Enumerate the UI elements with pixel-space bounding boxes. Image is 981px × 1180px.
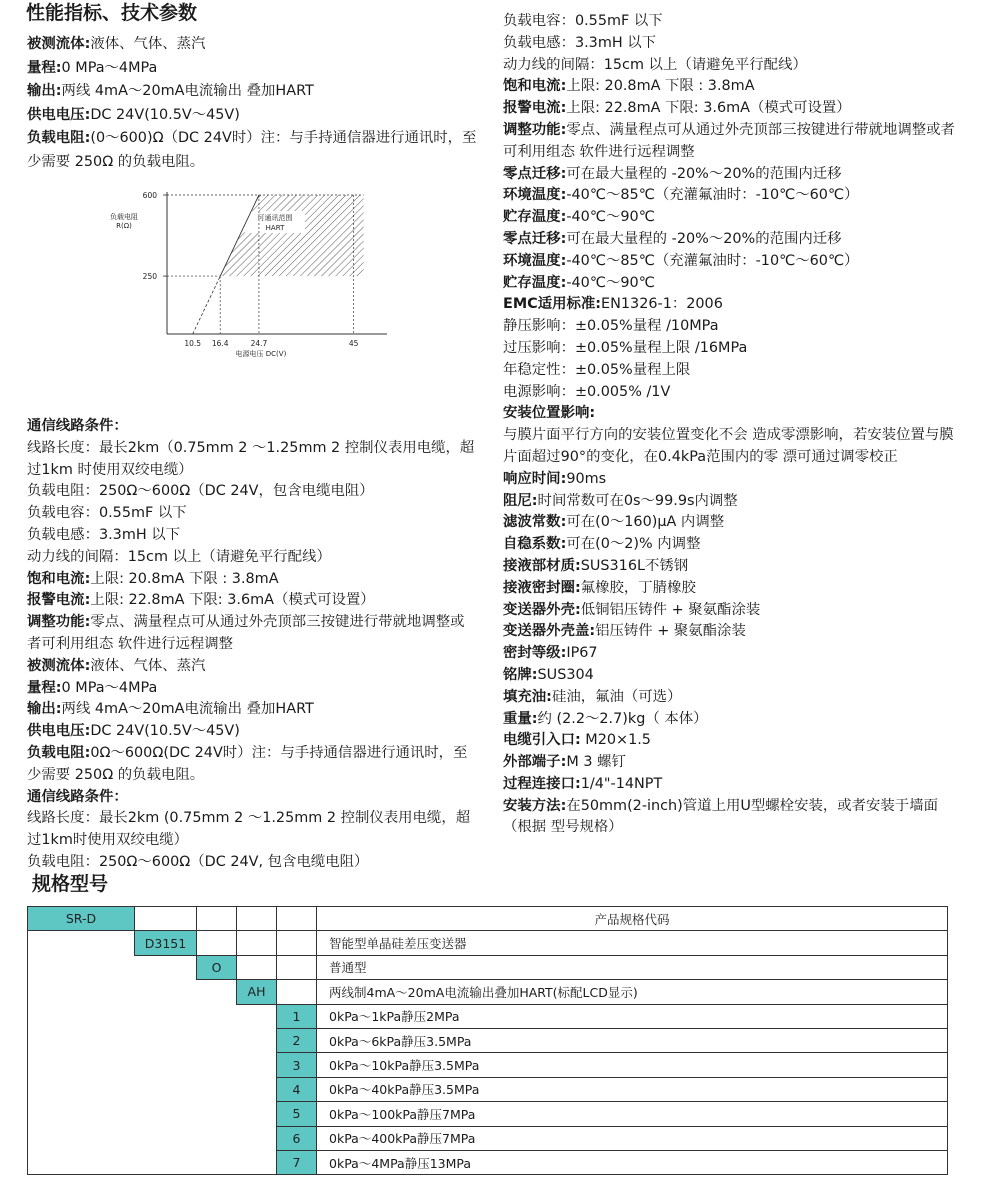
spec-value: -40℃～85℃（充灌氟油时：-10℃～60℃） xyxy=(566,252,859,269)
spec-value: DC 24V(10.5V～45V) xyxy=(90,723,240,740)
code-cell: 5 xyxy=(277,1102,317,1126)
spec-key: 铭牌: xyxy=(503,666,538,683)
spec-value: 在50mm(2-inch)管道上用U型螺栓安装，或者安装于墙面（根据 型号规格） xyxy=(503,797,938,836)
empty-cell xyxy=(237,1126,277,1150)
spec-line xyxy=(503,360,961,382)
empty-cell xyxy=(135,1102,197,1126)
empty-cell xyxy=(237,931,277,955)
empty-cell xyxy=(197,907,237,931)
desc-cell: 智能型单晶硅差压变送器 xyxy=(317,931,948,955)
spec-line xyxy=(503,164,961,186)
empty-cell xyxy=(197,931,237,955)
table-row xyxy=(28,980,948,1004)
empty-cell xyxy=(197,1150,237,1174)
spec-key: 滤波常数: xyxy=(503,514,567,531)
empty-cell xyxy=(28,955,135,979)
spec-value: 低铜铝压铸件 + 聚氨酯涂装 xyxy=(580,601,761,618)
spec-line xyxy=(27,104,477,128)
load-resistance-chart xyxy=(27,174,477,416)
spec-line xyxy=(503,600,961,622)
spec-list-bottom xyxy=(27,416,477,874)
spec-line xyxy=(27,57,477,81)
x-tick-label: 24.7 xyxy=(250,339,268,348)
spec-key: 安装位置影响: xyxy=(503,405,596,422)
desc-cell: 普通型 xyxy=(317,955,948,979)
desc-cell: 0kPa～40kPa静压3.5MPa xyxy=(317,1077,948,1101)
annotation-text: HART xyxy=(265,224,285,232)
spec-key: 供电电压: xyxy=(27,723,91,740)
spec-line xyxy=(27,656,477,678)
spec-line xyxy=(503,556,961,578)
spec-line xyxy=(503,338,961,360)
spec-line xyxy=(503,229,961,251)
spec-value: 上限: 22.8mA 下限: 3.6mA（模式可设置） xyxy=(566,100,851,117)
spec-line xyxy=(503,774,961,796)
spec-key: 调整功能: xyxy=(503,121,567,138)
desc-cell: 0kPa～6kPa静压3.5MPa xyxy=(317,1028,948,1052)
spec-value: 硅油，氟油（可选） xyxy=(551,688,682,705)
spec-key: 输出: xyxy=(27,701,62,718)
empty-cell xyxy=(28,1126,135,1150)
spec-line xyxy=(503,120,961,164)
spec-line xyxy=(503,98,961,120)
spec-value: 负载电感：3.3mH 以下 xyxy=(503,34,657,51)
spec-line xyxy=(27,743,477,787)
spec-value: 时间常数可在0s～99.9s内调整 xyxy=(537,492,738,509)
spec-line xyxy=(503,709,961,731)
spec-line xyxy=(503,382,961,404)
code-cell: 2 xyxy=(277,1028,317,1052)
table-row xyxy=(28,1150,948,1174)
empty-cell xyxy=(277,955,317,979)
empty-cell xyxy=(237,907,277,931)
spec-line xyxy=(503,491,961,513)
spec-key: 通信线路条件： xyxy=(27,418,128,434)
empty-cell xyxy=(197,1028,237,1052)
spec-value: 负载电容：0.55mF 以下 xyxy=(503,13,663,29)
spec-key: 接液密封圈: xyxy=(503,579,581,596)
empty-cell xyxy=(237,1004,277,1028)
spec-key: 贮存温度: xyxy=(503,209,567,226)
spec-key: 过程连接口: xyxy=(503,775,581,792)
spec-line xyxy=(27,678,477,700)
empty-cell xyxy=(28,1004,135,1028)
table-row xyxy=(28,1004,948,1028)
y-tick-label: 250 xyxy=(142,272,157,282)
empty-cell xyxy=(197,1004,237,1028)
spec-line xyxy=(27,80,477,104)
spec-key: 量程: xyxy=(27,679,62,696)
y-axis-label: 负载电阻 xyxy=(110,213,138,221)
code-cell: SR-D xyxy=(28,907,135,931)
spec-key: 贮存温度: xyxy=(503,274,567,291)
spec-value: 约 (2.2～2.7)kg（ 本体） xyxy=(537,710,708,727)
spec-line xyxy=(503,621,961,643)
table-row xyxy=(28,1053,948,1077)
spec-line xyxy=(27,808,477,852)
empty-cell xyxy=(28,1102,135,1126)
spec-value: 负载电感：3.3mH 以下 xyxy=(27,526,181,543)
spec-value: IP67 xyxy=(566,645,598,662)
spec-value: 年稳定性：±0.05%量程上限 xyxy=(503,361,691,378)
spec-value: DC 24V(10.5V～45V) xyxy=(90,106,240,123)
hart-region xyxy=(220,195,363,276)
spec-value: 电源影响：±0.005% /1V xyxy=(503,383,671,400)
spec-key: 变送器外壳盖: xyxy=(503,623,596,640)
spec-value: 可在(0～2)% 内调整 xyxy=(566,536,701,553)
header-cell: 产品规格代码 xyxy=(317,907,948,931)
spec-key: 安装方法: xyxy=(503,797,567,814)
spec-line xyxy=(503,294,961,316)
spec-value: 两线 4mA～20mA电流输出 叠加HART xyxy=(61,83,314,99)
spec-value: 液体、气体、蒸汽 xyxy=(90,36,206,52)
spec-key: 被测流体: xyxy=(27,36,91,52)
spec-value: -40℃～90℃ xyxy=(566,209,655,226)
desc-cell: 两线制4mA～20mA电流输出叠加HART(标配LCD显示) xyxy=(317,980,948,1004)
spec-value: 液体、气体、蒸汽 xyxy=(90,657,206,674)
code-cell: AH xyxy=(237,980,277,1004)
spec-key: 负载电阻: xyxy=(27,130,91,146)
empty-cell xyxy=(135,1150,197,1174)
spec-key: 接液部材质: xyxy=(503,557,581,574)
spec-key: 填充油: xyxy=(503,688,552,705)
spec-key: 饱和电流: xyxy=(27,570,91,587)
spec-line xyxy=(503,425,961,469)
spec-line xyxy=(503,512,961,534)
x-tick-label: 16.4 xyxy=(211,339,229,348)
empty-cell xyxy=(277,907,317,931)
table-row xyxy=(28,1028,948,1052)
y-axis-label: R(Ω) xyxy=(116,222,132,230)
spec-line xyxy=(503,578,961,600)
desc-cell: 0kPa～4MPa静压13MPa xyxy=(317,1150,948,1174)
empty-cell xyxy=(197,980,237,1004)
right-column xyxy=(503,11,961,839)
spec-key: 阻尼: xyxy=(503,492,538,509)
spec-line xyxy=(27,503,477,525)
code-cell: 1 xyxy=(277,1004,317,1028)
spec-key: 负载电阻: xyxy=(27,744,91,761)
empty-cell xyxy=(237,1077,277,1101)
spec-value: 线路长度：最长2km（0.75mm 2 ～1.25mm 2 控制仪表用电缆，超过1km 时使用双绞电缆） xyxy=(27,439,475,478)
empty-cell xyxy=(135,1053,197,1077)
spec-line xyxy=(27,525,477,547)
spec-line xyxy=(503,316,961,338)
empty-cell xyxy=(135,907,197,931)
empty-cell xyxy=(135,955,197,979)
spec-value: SUS304 xyxy=(537,666,594,683)
spec-line xyxy=(503,207,961,229)
table-row xyxy=(28,1077,948,1101)
spec-value: 0 MPa～4MPa xyxy=(61,679,158,696)
spec-value: M 3 螺钉 xyxy=(566,754,626,771)
spec-line xyxy=(503,251,961,273)
spec-line xyxy=(503,403,961,425)
spec-value: 1/4"-14NPT xyxy=(580,775,663,792)
spec-line xyxy=(503,796,961,840)
empty-cell xyxy=(277,980,317,1004)
chart-svg xyxy=(97,182,387,412)
spec-line xyxy=(503,665,961,687)
spec-value: 铝压铸件 + 聚氨酯涂装 xyxy=(595,623,746,640)
empty-cell xyxy=(28,1077,135,1101)
spec-line xyxy=(27,721,477,743)
spec-key: 环境温度: xyxy=(503,252,567,269)
spec-key: 密封等级: xyxy=(503,645,567,662)
spec-value: 90ms xyxy=(566,470,607,487)
page-title: 性能指标、技术参数 xyxy=(26,2,198,24)
spec-key: 饱和电流: xyxy=(503,78,567,95)
x-tick-label: 10.5 xyxy=(184,339,202,348)
load-line-dashed xyxy=(193,276,221,334)
spec-value: SUS316L不锈钢 xyxy=(580,557,689,574)
empty-cell xyxy=(237,1102,277,1126)
spec-line xyxy=(503,534,961,556)
spec-key: 自稳系数: xyxy=(503,536,567,553)
empty-cell xyxy=(277,931,317,955)
spec-line xyxy=(27,612,477,656)
spec-line xyxy=(503,752,961,774)
spec-line xyxy=(27,699,477,721)
spec-value: 零点、满量程点可从通过外壳顶部三按键进行带就地调整或者可利用组态 软件进行远程调整 xyxy=(503,121,955,160)
code-cell: O xyxy=(197,955,237,979)
spec-line xyxy=(503,730,961,752)
code-cell: 3 xyxy=(277,1053,317,1077)
x-tick-label: 45 xyxy=(348,339,359,348)
spec-line xyxy=(27,481,477,503)
spec-value: 上限: 20.8mA 下限 : 3.8mA xyxy=(566,78,755,95)
spec-line xyxy=(503,469,961,491)
spec-value: 动力线的间隔：15cm 以上（请避免平行配线） xyxy=(27,548,331,565)
spec-line xyxy=(27,416,477,438)
code-cell: 6 xyxy=(277,1126,317,1150)
empty-cell xyxy=(135,1004,197,1028)
spec-line xyxy=(27,569,477,591)
code-cell: 4 xyxy=(277,1077,317,1101)
spec-line xyxy=(503,55,961,77)
spec-value: M20×1.5 xyxy=(580,732,651,749)
table-row xyxy=(28,1126,948,1150)
empty-cell xyxy=(197,1102,237,1126)
spec-key: 通信线路条件： xyxy=(27,788,128,805)
spec-key: 报警电流: xyxy=(503,100,567,117)
spec-value: 线路长度：最长2km (0.75mm 2 ～1.25mm 2 控制仪表用电缆，超过1km时使用双绞电缆） xyxy=(27,810,471,849)
empty-cell xyxy=(197,1126,237,1150)
spec-value: 负载电阻：250Ω～600Ω（DC 24V，包含电缆电阻） xyxy=(27,483,374,500)
desc-cell: 0kPa～400kPa静压7MPa xyxy=(317,1126,948,1150)
spec-value: 负载电容：0.55mF 以下 xyxy=(27,505,187,522)
spec-line xyxy=(503,11,961,33)
code-cell: 7 xyxy=(277,1150,317,1174)
spec-key: 重量: xyxy=(503,710,538,727)
spec-value: 可在最大量程的 -20%～20%的范围内迁移 xyxy=(566,230,842,247)
empty-cell xyxy=(28,1028,135,1052)
spec-key: 供电电压: xyxy=(27,106,91,123)
spec-key: 零点迁移: xyxy=(503,230,567,247)
spec-key: 变送器外壳: xyxy=(503,601,581,618)
spec-key: 被测流体: xyxy=(27,657,91,674)
desc-cell: 0kPa～100kPa静压7MPa xyxy=(317,1102,948,1126)
spec-value: 与膜片面平行方向的安装位置变化不会 造成零漂影响，若安装位置与膜片面超过90°的变化，在0.4kPa范围内的零 漂可通过调零校正 xyxy=(503,427,954,465)
x-axis-label: 电源电压 DC(V) xyxy=(235,350,287,358)
spec-key: 环境温度: xyxy=(503,187,567,204)
spec-key: 输出: xyxy=(27,83,62,99)
spec-value: (0～600)Ω（DC 24V时）注：与手持通信器进行通讯时，至少需要 250Ω 的负载电阻。 xyxy=(27,130,477,170)
empty-cell xyxy=(237,1150,277,1174)
y-tick-label: 600 xyxy=(142,191,157,200)
spec-line xyxy=(503,273,961,295)
spec-key: 电缆引入口: xyxy=(503,732,581,749)
spec-value: 0 MPa～4MPa xyxy=(61,59,158,76)
empty-cell xyxy=(28,931,135,955)
spec-value: 上限: 20.8mA 下限 : 3.8mA xyxy=(90,570,279,587)
spec-value: -40℃～85℃（充灌氟油时：-10℃～60℃） xyxy=(566,187,859,204)
empty-cell xyxy=(237,955,277,979)
spec-line xyxy=(27,127,477,174)
spec-value: 氟橡胶，丁腈橡胶 xyxy=(580,579,696,596)
empty-cell xyxy=(197,1077,237,1101)
spec-value: 零点、满量程点可从通过外壳顶部三按键进行带就地调整或者可利用组态 软件进行远程调整 xyxy=(27,614,465,652)
empty-cell xyxy=(28,1053,135,1077)
desc-cell: 0kPa～1kPa静压2MPa xyxy=(317,1004,948,1028)
spec-key: 外部端子: xyxy=(503,754,567,771)
spec-line xyxy=(503,33,961,55)
spec-line xyxy=(27,33,477,57)
empty-cell xyxy=(135,1077,197,1101)
table-row xyxy=(28,955,948,979)
spec-key: 零点迁移: xyxy=(503,165,567,182)
spec-list-top xyxy=(27,33,477,174)
spec-key: 调整功能: xyxy=(27,614,91,631)
table-row xyxy=(28,1102,948,1126)
spec-key: 量程: xyxy=(27,59,62,76)
spec-value: EN1326-1：2006 xyxy=(601,296,723,313)
spec-value: 0Ω～600Ω(DC 24V时）注：与手持通信器进行通讯时，至少需要 250Ω 的负载电阻。 xyxy=(27,744,468,783)
spec-value: 静压影响：±0.05%量程 /10MPa xyxy=(503,318,719,335)
empty-cell xyxy=(197,1053,237,1077)
spec-value: 两线 4mA～20mA电流输出 叠加HART xyxy=(61,701,314,718)
desc-cell: 0kPa～10kPa静压3.5MPa xyxy=(317,1053,948,1077)
table-row xyxy=(28,907,948,931)
code-cell: D3151 xyxy=(135,931,197,955)
spec-value: 上限: 22.8mA 下限: 3.6mA（模式可设置） xyxy=(90,592,375,609)
annotation-text: 可通讯范围 xyxy=(257,214,293,222)
spec-value: 可在最大量程的 -20%～20%的范围内迁移 xyxy=(566,165,842,182)
spec-section-title: 规格型号 xyxy=(32,873,109,895)
empty-cell xyxy=(28,1150,135,1174)
spec-line xyxy=(503,185,961,207)
left-column xyxy=(27,33,477,874)
spec-value: 负载电阻：250Ω～600Ω（DC 24V, 包含电缆电阻） xyxy=(27,853,369,870)
empty-cell xyxy=(135,1028,197,1052)
spec-line xyxy=(503,76,961,98)
spec-value: 可在(0～160)μA 内调整 xyxy=(566,514,725,531)
spec-line xyxy=(27,438,477,482)
spec-value: -40℃～90℃ xyxy=(566,274,655,291)
spec-line xyxy=(503,643,961,665)
empty-cell xyxy=(237,1028,277,1052)
spec-line xyxy=(27,547,477,569)
empty-cell xyxy=(135,980,197,1004)
empty-cell xyxy=(135,1126,197,1150)
spec-line xyxy=(503,687,961,709)
spec-line xyxy=(27,590,477,612)
spec-value: 动力线的间隔：15cm 以上（请避免平行配线） xyxy=(503,56,807,73)
spec-code-table xyxy=(27,906,948,1175)
spec-line xyxy=(27,787,477,809)
empty-cell xyxy=(28,980,135,1004)
spec-value: 过压影响：±0.05%量程上限 /16MPa xyxy=(503,339,748,356)
spec-key: 响应时间: xyxy=(503,470,567,487)
spec-key: EMC适用标准: xyxy=(503,296,602,313)
table-row xyxy=(28,931,948,955)
spec-key: 报警电流: xyxy=(27,592,91,609)
empty-cell xyxy=(237,1053,277,1077)
